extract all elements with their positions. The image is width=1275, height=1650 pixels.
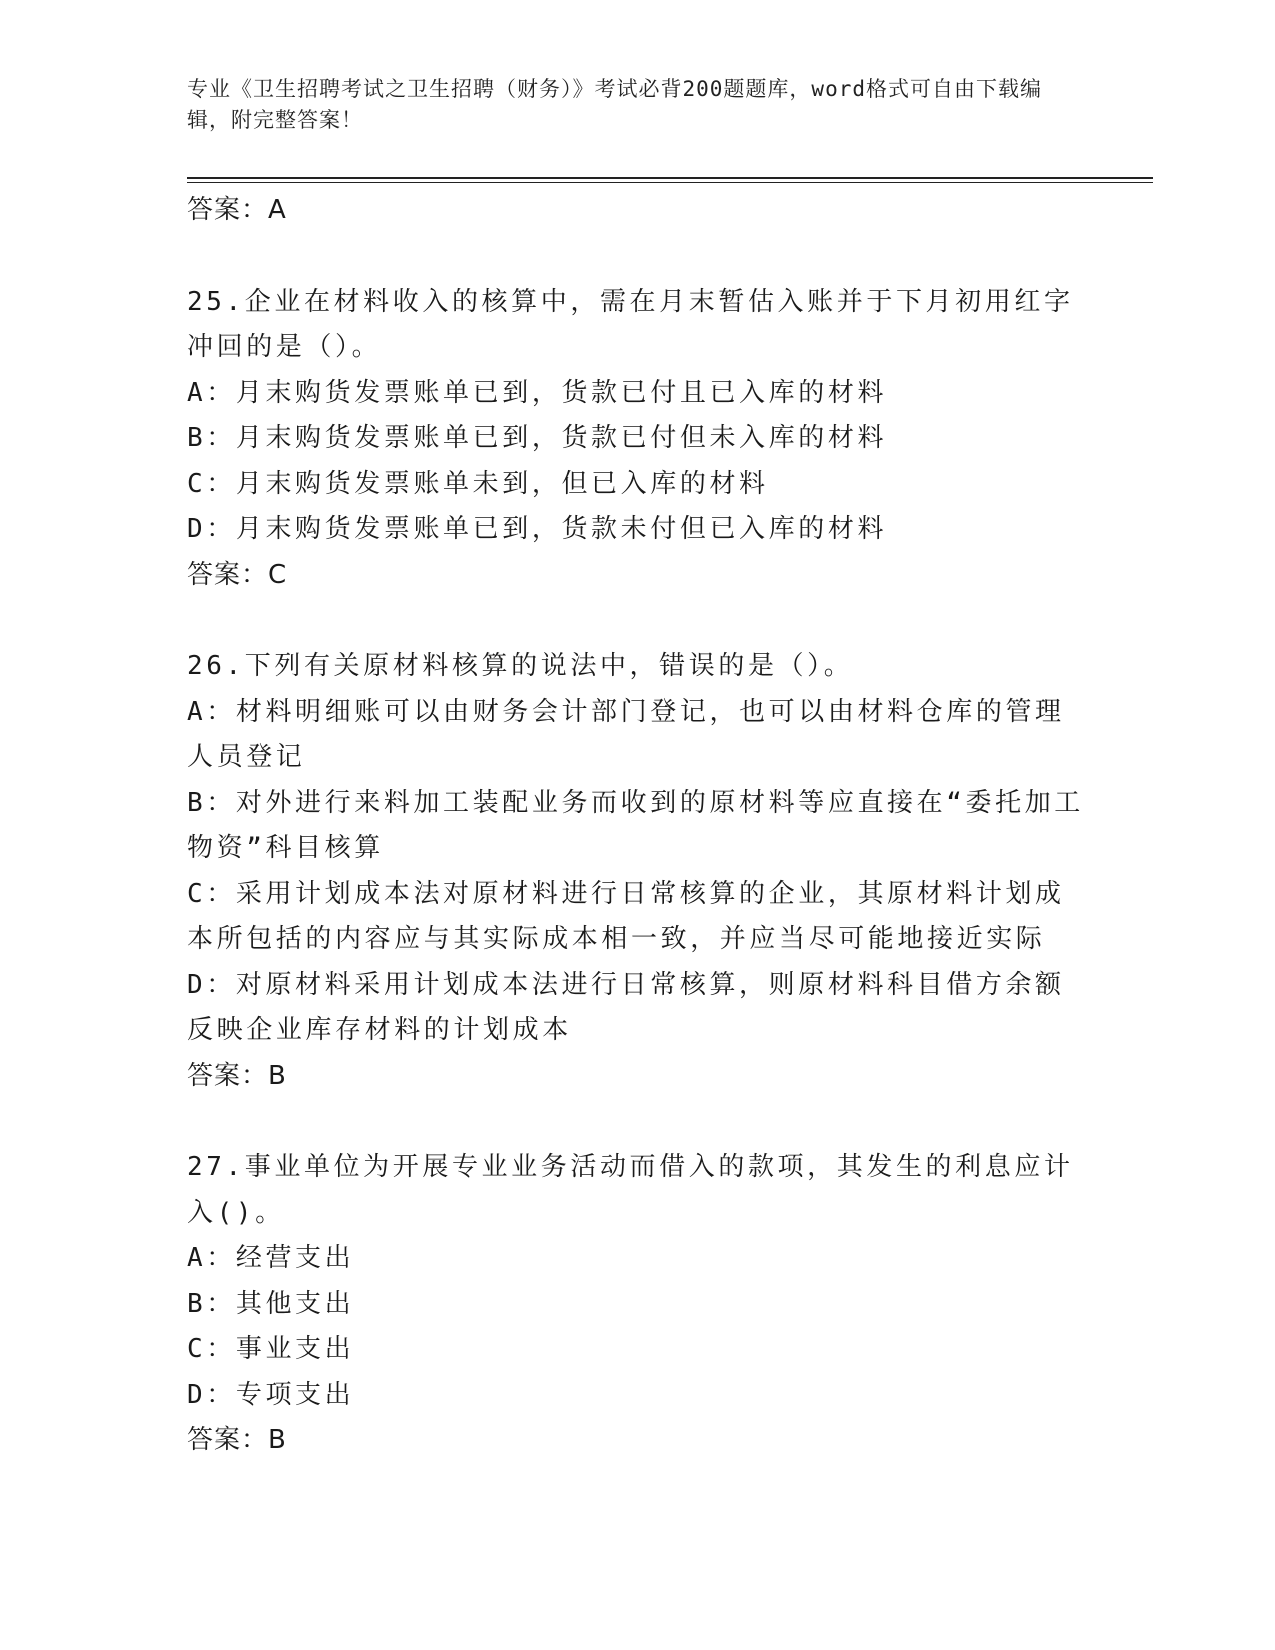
question-27: [187, 1145, 1087, 1464]
option-b: B：月末购货发票账单已到，货款已付但未入库的材料: [187, 423, 888, 453]
spacer: [187, 1099, 1087, 1145]
answer: 答案：B: [187, 1425, 287, 1455]
header-divider-thin: [187, 182, 1153, 183]
option-d: D：月末购货发票账单已到，货款未付但已入库的材料: [187, 514, 888, 544]
question-stem: 27.事业单位为开展专业业务活动而借入的款项，其发生的利息应计入()。: [187, 1152, 1074, 1228]
option-d: D：对原材料采用计划成本法进行日常核算，则原材料科目借方余额反映企业库存材料的计划成本: [187, 969, 1065, 1045]
question-stem: 25.企业在材料收入的核算中，需在月末暂估入账并于下月初用红字冲回的是（）。: [187, 286, 1074, 362]
question-content: [187, 188, 1087, 1464]
option-b: B：其他支出: [187, 1288, 355, 1319]
option-a: A：经营支出: [187, 1243, 355, 1273]
answer: 答案：B: [187, 1060, 287, 1091]
previous-answer: 答案：A: [187, 195, 287, 225]
question-stem: 26.下列有关原材料核算的说法中，错误的是（）。: [187, 651, 854, 681]
question-26: [187, 644, 1087, 1099]
header-divider-thick: [187, 177, 1153, 179]
option-a: A：月末购货发票账单已到，货款已付且已入库的材料: [187, 377, 888, 408]
spacer: [187, 598, 1087, 644]
question-25: [187, 280, 1087, 599]
option-c: C：采用计划成本法对原材料进行日常核算的企业，其原材料计划成本所包括的内容应与其实际成本相一致，并应当尽可能地接近实际: [187, 878, 1065, 954]
option-c: C：事业支出: [187, 1334, 355, 1364]
option-a: A：材料明细账可以由财务会计部门登记，也可以由材料仓库的管理人员登记: [187, 696, 1065, 772]
answer: 答案：C: [187, 559, 288, 590]
spacer: [187, 234, 1087, 280]
option-c: C：月末购货发票账单未到，但已入库的材料: [187, 468, 769, 499]
option-b: B：对外进行来料加工装配业务而收到的原材料等应直接在“委托加工物资”科目核算: [187, 787, 1084, 863]
option-d: D：专项支出: [187, 1379, 355, 1410]
document-header: 专业《卫生招聘考试之卫生招聘（财务）》考试必背200题题库，word格式可自由下载编辑，附完整答案！: [187, 77, 1042, 132]
